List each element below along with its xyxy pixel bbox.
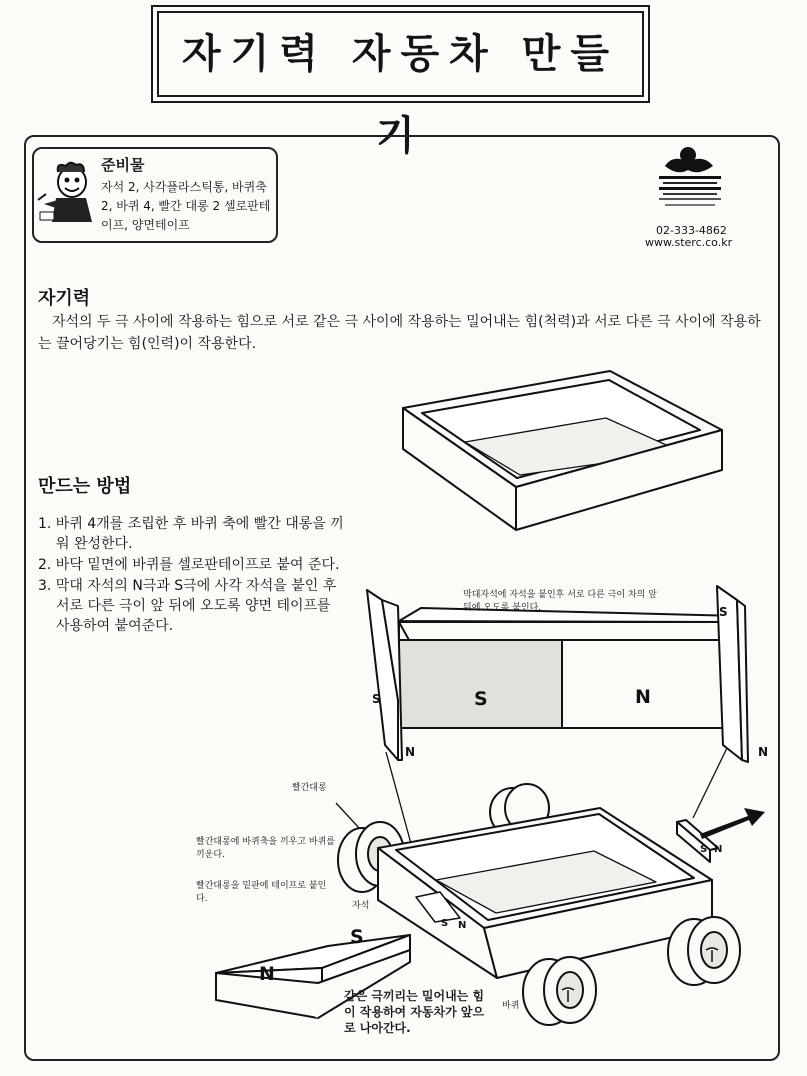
materials-heading: 준비물	[101, 156, 145, 174]
pole-label-n: N	[758, 745, 769, 759]
pole-label-s: S	[474, 688, 488, 710]
contact-web: www.sterc.co.kr	[645, 236, 733, 249]
motion-arrow-icon	[700, 808, 765, 839]
step-item: 2. 바닥 밑면에 바퀴를 셀로판테이프로 붙여 준다.	[38, 557, 340, 573]
pole-label-n: N	[714, 844, 723, 855]
method-heading: 만드는 방법	[38, 476, 132, 497]
car-body	[378, 808, 712, 978]
contact-phone: 02-333-4862	[656, 224, 727, 237]
note-magnet-placement: 막대자석에 자석을 붙인후 서로 다른 극이 차의 앞뒤에 오도록 붙인다.	[463, 590, 657, 613]
pole-label-n: N	[405, 745, 416, 759]
magnetism-heading: 자기력	[38, 288, 91, 309]
materials-text: 자석 2, 사각플라스틱통, 바퀴축 2, 바퀴 4, 빨간 대롱 2 셀로판테이프, 양면테이프	[101, 180, 271, 232]
step-item: 3. 막대 자석의 N극과 S극에 사각 자석을 붙인 후 서로 다른 극이 앞 뒤에 오도록 양면 테이프를 사용하여 붙여준다.	[38, 578, 337, 634]
note-straw-tape: 빨간대롱을 밑판에 테이프로 붙인다.	[196, 881, 327, 904]
label-wheel: 바퀴	[502, 1001, 520, 1011]
pole-label-n: N	[635, 686, 651, 708]
pole-label-s: S	[719, 605, 728, 619]
magnetism-text: 자석의 두 극 사이에 작용하는 힘으로 서로 같은 극 사이에 작용하는 밀어내는 힘(척력)과 서로 다른 극 사이에 작용하는 끌어당기는 힘(인력)이 작용한다.	[38, 314, 761, 352]
pole-label-s: S	[441, 918, 449, 929]
page-title: 자기력 자동차 만들기	[182, 31, 619, 159]
pole-label-s: S	[372, 692, 381, 706]
step-item: 1. 바퀴 4개를 조립한 후 바퀴 축에 빨간 대롱을 끼워 완성한다.	[38, 516, 344, 552]
pole-label-s: S	[700, 844, 708, 855]
pole-label-n: N	[458, 920, 467, 931]
box-illustration	[403, 371, 722, 530]
pole-label-s: S	[350, 926, 364, 948]
label-red-straw: 빨간대롱	[292, 783, 327, 793]
note-straw-axle: 빨간대롱에 바퀴축을 끼우고 바퀴를 끼운다.	[196, 837, 335, 860]
pole-label-n: N	[259, 963, 275, 985]
car-motion-caption: 같은 극끼리는 밀어내는 힘이 작용하여 자동차가 앞으로 나아간다.	[344, 989, 485, 1035]
label-magnet: 자석	[352, 901, 370, 911]
